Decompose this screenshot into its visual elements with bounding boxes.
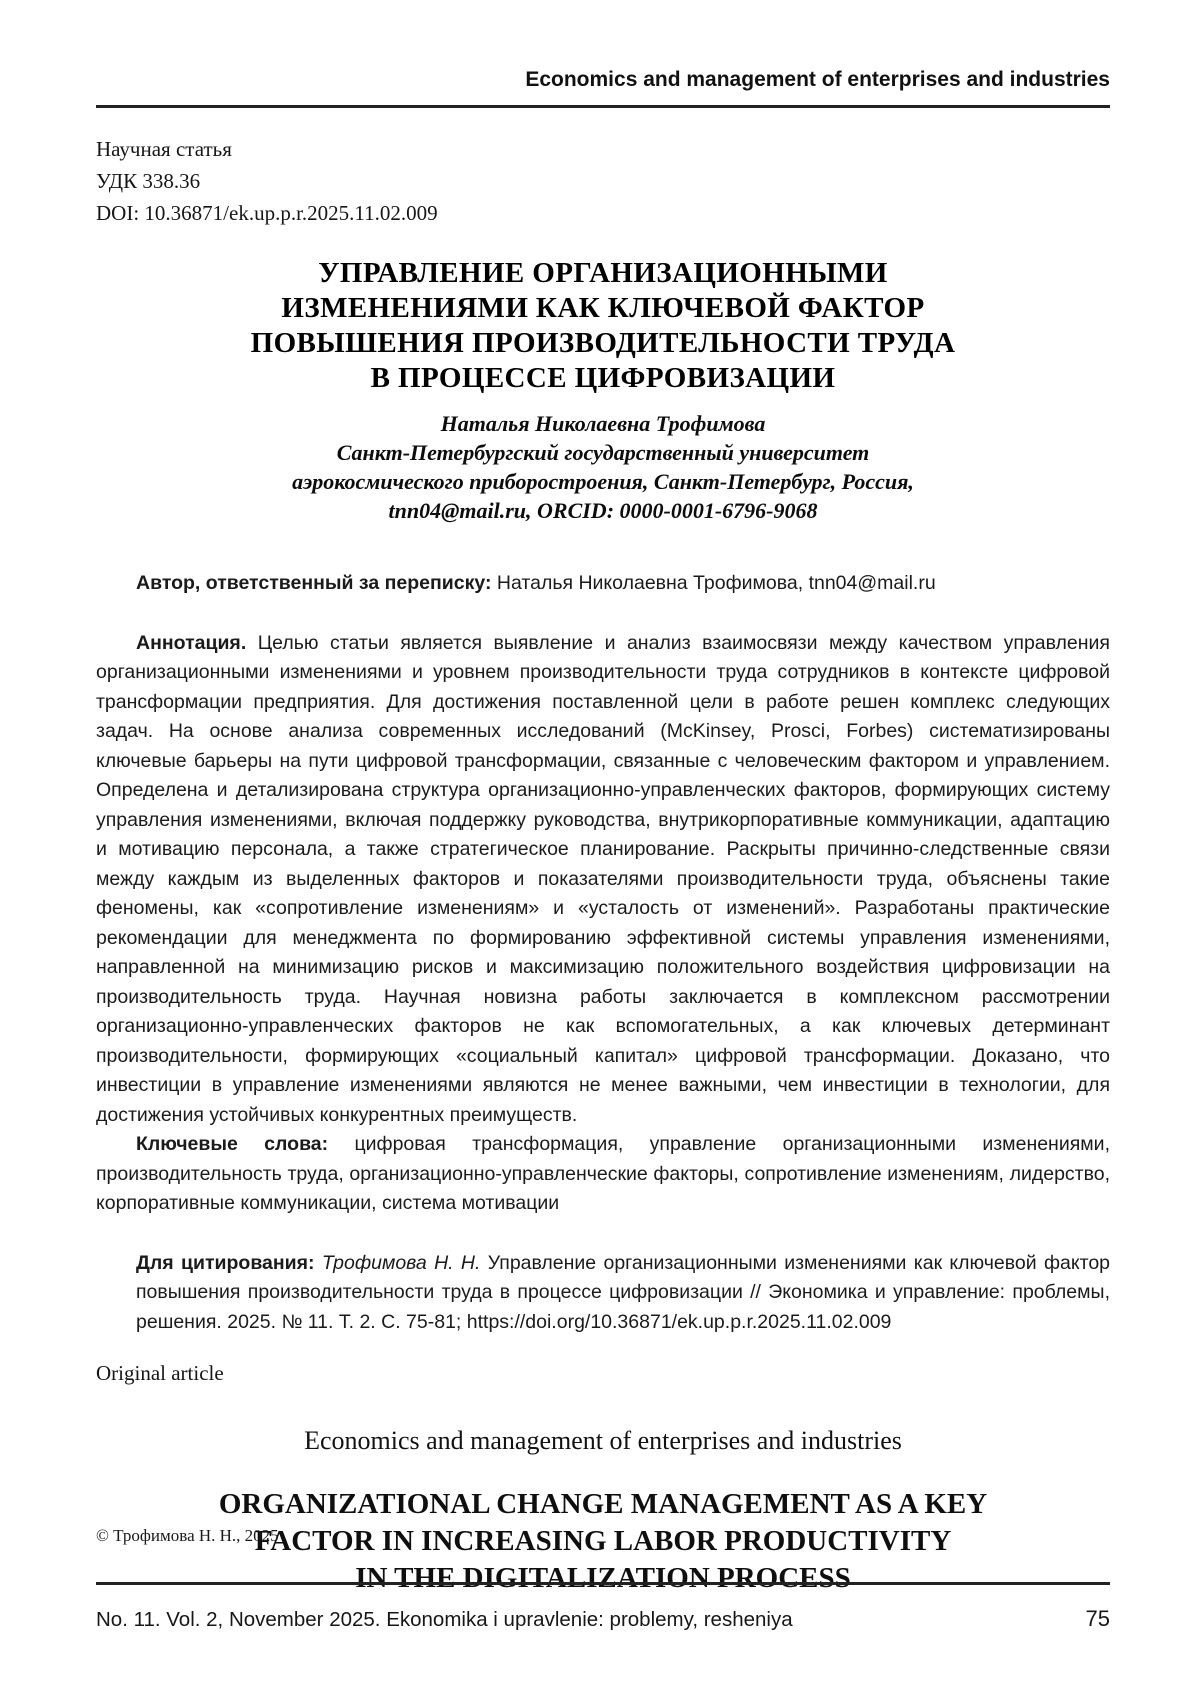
correspondence-text: Наталья Николаевна Трофимова, tnn04@mail.ru: [491, 572, 936, 594]
abstract-paragraph: [96, 629, 1110, 1131]
copyright-notice: © Трофимова Н. Н., 2025: [96, 1526, 279, 1545]
correspondence-paragraph: [96, 569, 1110, 599]
citation-author: Трофимова Н. Н.: [314, 1251, 481, 1274]
footer-line: [96, 1606, 1110, 1632]
running-head: Economics and management of enterprises and industries: [525, 68, 1110, 91]
keywords-text: цифровая трансформация, управление организационными изменениями, производительность труда, организационно-управленческие факторы, сопротивление изменениям, лидерство, корпоративные коммуникации, система мотивации: [96, 1133, 1110, 1214]
citation-label: Для цитирования:: [136, 1251, 315, 1274]
article-meta: [96, 133, 1110, 229]
title-en-line: IN THE DIGITALIZATION PROCESS: [355, 1562, 851, 1594]
citation-paragraph: [136, 1249, 1110, 1338]
article-title-ru: [96, 256, 1110, 396]
title-en-line: FACTOR IN INCREASING LABOR PRODUCTIVITY: [254, 1525, 952, 1557]
citation-text: Управление организационными изменениями как ключевой фактор повышения производительности труда в процессе цифровизации // Экономика и управление: проблемы, решения. 2025. № 11. Т. 2. С. 75-81; https://doi.org/10.36871/ek.up.p.r.2025.11.02.009: [136, 1251, 1111, 1333]
title-ru-line: УПРАВЛЕНИЕ ОРГАНИЗАЦИОННЫМИ: [318, 257, 888, 289]
page-footer-area: [96, 1526, 1110, 1632]
abstract-label: Аннотация.: [136, 631, 247, 654]
article-type-ru: Научная статья: [96, 137, 232, 161]
title-ru-line: ИЗМЕНЕНИЯМИ КАК КЛЮЧЕВОЙ ФАКТОР: [281, 292, 925, 324]
doi-code: DOI: 10.36871/ek.up.p.r.2025.11.02.009: [96, 201, 438, 225]
section-title-en: Economics and management of enterprises and industries: [304, 1426, 902, 1455]
title-en-line: ORGANIZATIONAL CHANGE MANAGEMENT AS A KEY: [218, 1488, 988, 1520]
footer-journal-info: No. 11. Vol. 2, November 2025. Ekonomika i upravlenie: problemy, resheniya: [96, 1608, 793, 1631]
author-name: Наталья Николаевна Трофимова: [440, 411, 766, 436]
author-contact-line: tnn04@mail.ru, ORCID: 0000-0001-6796-9068: [388, 498, 818, 523]
title-ru-line: ПОВЫШЕНИЯ ПРОИЗВОДИТЕЛЬНОСТИ ТРУДА: [250, 327, 956, 359]
keywords-label: Ключевые слова:: [136, 1133, 329, 1155]
footer-rule: [96, 1582, 1110, 1585]
abstract-text: Целью статьи является выявление и анализ взаимосвязи между качеством управления организационными изменениями и уровнем производительности труда сотрудников в контексте цифровой трансформации предприятия. Для достижения поставленной цели в работе решен комплекс следующих задач. На основе анализа современных исследований (McKinsey, Prosci, Forbes) систематизированы ключевые барьеры на пути цифровой трансформации, связанные с человеческим фактором и управлением. Определена и детализирована структура организационно-управленческих факторов, формирующих систему управления изменениями, включая поддержку руководства, внутрикорпоративные коммуникации, адаптацию и мотивацию персонала, а также стратегическое планирование. Раскрыты причинно-следственные связи между каждым из выделенных факторов и показателями производительности труда, объяснены такие феномены, как «сопротивление изменениям» и «усталость от изменений». Разработаны практические рекомендации для менеджмента по формированию эффективной системы управления изменениями, направленной на минимизацию рисков и максимизацию положительного воздействия цифровизации на производительность труда. Научная новизна работы заключается в комплексном рассмотрении организационно-управленческих факторов не как вспомогательных, а как ключевых детерминант производительности, формирующих «социальный капитал» цифровой трансформации. Доказано, что инвестиции в управление изменениями являются не менее важными, чем инвестиции в технологии, для достижения устойчивых конкурентных преимуществ.: [96, 631, 1110, 1126]
title-ru-line: В ПРОЦЕССЕ ЦИФРОВИЗАЦИИ: [370, 362, 836, 394]
article-type-en: Original article: [96, 1361, 224, 1385]
author-affiliation-line: Санкт-Петербургский государственный университет: [336, 440, 870, 465]
keywords-paragraph: [96, 1130, 1110, 1219]
udc-code: УДК 338.36: [96, 169, 201, 193]
correspondence-label: Автор, ответственный за переписку:: [136, 572, 492, 594]
authors-block: [96, 409, 1110, 525]
header-rule: [96, 105, 1110, 108]
author-affiliation-line: аэрокосмического приборостроения, Санкт-Петербург, Россия,: [292, 469, 914, 494]
footer-page-number: 75: [1085, 1606, 1110, 1631]
